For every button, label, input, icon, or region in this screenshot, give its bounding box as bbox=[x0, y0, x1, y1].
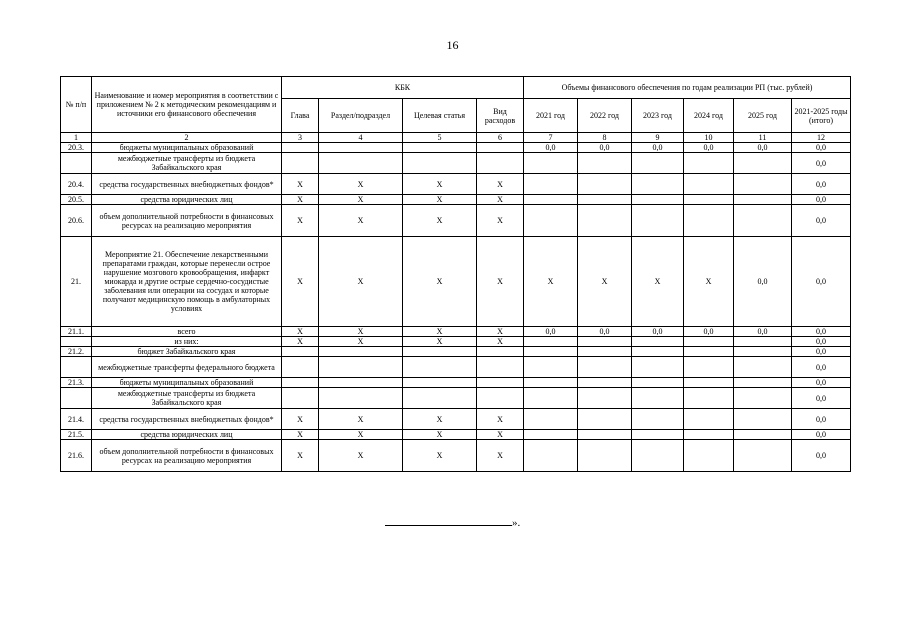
kbk-vid-cell bbox=[477, 143, 524, 153]
year-2025-cell bbox=[734, 409, 792, 430]
kbk-glava-cell: X bbox=[282, 337, 319, 347]
kbk-razdel-cell: X bbox=[319, 237, 403, 327]
year-2021-cell: X bbox=[524, 237, 578, 327]
col-number: 8 bbox=[578, 133, 632, 143]
year-2022-cell: X bbox=[578, 237, 632, 327]
year-2023-cell bbox=[632, 195, 684, 205]
kbk-cs-cell bbox=[403, 347, 477, 357]
total-cell: 0,0 bbox=[792, 440, 851, 472]
year-2024-cell bbox=[684, 440, 734, 472]
year-2025-cell bbox=[734, 174, 792, 195]
col-number: 12 bbox=[792, 133, 851, 143]
year-2024-cell bbox=[684, 409, 734, 430]
kbk-glava-cell bbox=[282, 347, 319, 357]
row-name: средства государственных внебюджетных фондов* bbox=[92, 174, 282, 195]
kbk-vid-cell bbox=[477, 378, 524, 388]
kbk-vid-cell: X bbox=[477, 195, 524, 205]
header-2023: 2023 год bbox=[632, 99, 684, 133]
total-cell: 0,0 bbox=[792, 153, 851, 174]
year-2023-cell bbox=[632, 337, 684, 347]
kbk-cs-cell: X bbox=[403, 174, 477, 195]
row-num: 20.4. bbox=[61, 174, 92, 195]
row-name: средства государственных внебюджетных фондов* bbox=[92, 409, 282, 430]
year-2021-cell bbox=[524, 430, 578, 440]
year-2023-cell bbox=[632, 378, 684, 388]
table-row bbox=[61, 337, 851, 347]
row-num: 20.6. bbox=[61, 205, 92, 237]
year-2023-cell bbox=[632, 205, 684, 237]
row-name: бюджеты муниципальных образований bbox=[92, 378, 282, 388]
total-cell: 0,0 bbox=[792, 388, 851, 409]
kbk-glava-cell bbox=[282, 153, 319, 174]
kbk-razdel-cell bbox=[319, 388, 403, 409]
table-row bbox=[61, 409, 851, 430]
table-row bbox=[61, 205, 851, 237]
year-2021-cell bbox=[524, 409, 578, 430]
year-2022-cell: 0,0 bbox=[578, 327, 632, 337]
kbk-cs-cell: X bbox=[403, 440, 477, 472]
col-number: 9 bbox=[632, 133, 684, 143]
year-2024-cell bbox=[684, 378, 734, 388]
signature-line bbox=[385, 516, 512, 526]
kbk-vid-cell: X bbox=[477, 337, 524, 347]
year-2025-cell bbox=[734, 347, 792, 357]
kbk-vid-cell bbox=[477, 357, 524, 378]
kbk-vid-cell: X bbox=[477, 327, 524, 337]
table-row bbox=[61, 174, 851, 195]
year-2021-cell: 0,0 bbox=[524, 143, 578, 153]
kbk-cs-cell bbox=[403, 153, 477, 174]
row-num bbox=[61, 337, 92, 347]
kbk-vid-cell: X bbox=[477, 440, 524, 472]
kbk-glava-cell: X bbox=[282, 237, 319, 327]
row-name: межбюджетные трансферты из бюджета Забайкальского края bbox=[92, 153, 282, 174]
kbk-razdel-cell: X bbox=[319, 174, 403, 195]
year-2023-cell bbox=[632, 440, 684, 472]
row-name: из них: bbox=[92, 337, 282, 347]
kbk-glava-cell bbox=[282, 378, 319, 388]
row-num: 21.5. bbox=[61, 430, 92, 440]
table-header bbox=[61, 77, 851, 143]
year-2021-cell bbox=[524, 205, 578, 237]
kbk-vid-cell bbox=[477, 388, 524, 409]
closing-mark bbox=[385, 516, 520, 529]
kbk-glava-cell bbox=[282, 357, 319, 378]
row-name: межбюджетные трансферты федерального бюджета bbox=[92, 357, 282, 378]
year-2025-cell bbox=[734, 153, 792, 174]
kbk-glava-cell: X bbox=[282, 174, 319, 195]
year-2025-cell: 0,0 bbox=[734, 143, 792, 153]
year-2021-cell bbox=[524, 357, 578, 378]
total-cell: 0,0 bbox=[792, 337, 851, 347]
year-2022-cell bbox=[578, 409, 632, 430]
header-vid: Вид расходов bbox=[477, 99, 524, 133]
kbk-razdel-cell bbox=[319, 357, 403, 378]
year-2023-cell: 0,0 bbox=[632, 143, 684, 153]
total-cell: 0,0 bbox=[792, 430, 851, 440]
year-2023-cell bbox=[632, 430, 684, 440]
header-razdel: Раздел/подраздел bbox=[319, 99, 403, 133]
year-2021-cell bbox=[524, 347, 578, 357]
kbk-vid-cell bbox=[477, 347, 524, 357]
table-row bbox=[61, 357, 851, 378]
kbk-vid-cell: X bbox=[477, 174, 524, 195]
year-2025-cell bbox=[734, 357, 792, 378]
col-number: 4 bbox=[319, 133, 403, 143]
kbk-cs-cell: X bbox=[403, 409, 477, 430]
table-row bbox=[61, 388, 851, 409]
year-2021-cell bbox=[524, 153, 578, 174]
year-2022-cell bbox=[578, 388, 632, 409]
year-2023-cell bbox=[632, 153, 684, 174]
kbk-vid-cell bbox=[477, 153, 524, 174]
header-glava: Глава bbox=[282, 99, 319, 133]
kbk-glava-cell bbox=[282, 388, 319, 409]
year-2021-cell bbox=[524, 440, 578, 472]
year-2024-cell: 0,0 bbox=[684, 143, 734, 153]
year-2021-cell bbox=[524, 174, 578, 195]
year-2022-cell bbox=[578, 153, 632, 174]
year-2021-cell bbox=[524, 337, 578, 347]
kbk-razdel-cell bbox=[319, 153, 403, 174]
table-row bbox=[61, 195, 851, 205]
kbk-cs-cell bbox=[403, 388, 477, 409]
row-num: 21.4. bbox=[61, 409, 92, 430]
year-2022-cell bbox=[578, 357, 632, 378]
kbk-cs-cell: X bbox=[403, 195, 477, 205]
year-2024-cell bbox=[684, 174, 734, 195]
year-2022-cell bbox=[578, 378, 632, 388]
header-cs: Целевая статья bbox=[403, 99, 477, 133]
closing-quote: ». bbox=[512, 517, 521, 529]
col-number: 11 bbox=[734, 133, 792, 143]
row-num: 21.1. bbox=[61, 327, 92, 337]
header-2021: 2021 год bbox=[524, 99, 578, 133]
row-name: бюджеты муниципальных образований bbox=[92, 143, 282, 153]
year-2025-cell bbox=[734, 195, 792, 205]
total-cell: 0,0 bbox=[792, 357, 851, 378]
row-num: 21.3. bbox=[61, 378, 92, 388]
total-cell: 0,0 bbox=[792, 205, 851, 237]
year-2021-cell: 0,0 bbox=[524, 327, 578, 337]
total-cell: 0,0 bbox=[792, 409, 851, 430]
year-2023-cell bbox=[632, 174, 684, 195]
kbk-cs-cell: X bbox=[403, 237, 477, 327]
kbk-razdel-cell bbox=[319, 143, 403, 153]
row-name: Мероприятие 21. Обеспечение лекарственными препаратами граждан, которые перенесли острое нарушение мозгового кровообращения, инфаркт миокарда и другие острые сердечно-сосудистые заболевания или операции на сосудах и которые получают медицинскую помощь в амбулаторных условиях bbox=[92, 237, 282, 327]
row-name: средства юридических лиц bbox=[92, 430, 282, 440]
year-2022-cell bbox=[578, 195, 632, 205]
row-name: средства юридических лиц bbox=[92, 195, 282, 205]
col-number: 1 bbox=[61, 133, 92, 143]
year-2022-cell bbox=[578, 337, 632, 347]
year-2021-cell bbox=[524, 378, 578, 388]
header-name: Наименование и номер мероприятия в соответствии с приложением № 2 к методическим рекомендациям и источники его финансового обеспечения bbox=[92, 77, 282, 133]
table-row bbox=[61, 237, 851, 327]
kbk-cs-cell bbox=[403, 357, 477, 378]
year-2025-cell bbox=[734, 440, 792, 472]
table-row bbox=[61, 378, 851, 388]
year-2022-cell: 0,0 bbox=[578, 143, 632, 153]
total-cell: 0,0 bbox=[792, 143, 851, 153]
kbk-cs-cell: X bbox=[403, 430, 477, 440]
column-number-row bbox=[61, 133, 851, 143]
table-row bbox=[61, 143, 851, 153]
total-cell: 0,0 bbox=[792, 327, 851, 337]
year-2023-cell: X bbox=[632, 237, 684, 327]
year-2025-cell bbox=[734, 337, 792, 347]
header-total: 2021-2025 годы (итого) bbox=[792, 99, 851, 133]
year-2024-cell bbox=[684, 153, 734, 174]
header-num: № п/п bbox=[61, 77, 92, 133]
header-2024: 2024 год bbox=[684, 99, 734, 133]
year-2022-cell bbox=[578, 430, 632, 440]
col-number: 6 bbox=[477, 133, 524, 143]
year-2024-cell bbox=[684, 357, 734, 378]
year-2023-cell bbox=[632, 357, 684, 378]
table-row bbox=[61, 430, 851, 440]
kbk-cs-cell bbox=[403, 143, 477, 153]
year-2024-cell bbox=[684, 205, 734, 237]
year-2025-cell bbox=[734, 430, 792, 440]
row-name: всего bbox=[92, 327, 282, 337]
kbk-vid-cell: X bbox=[477, 409, 524, 430]
row-num bbox=[61, 153, 92, 174]
kbk-razdel-cell: X bbox=[319, 430, 403, 440]
row-num: 21.6. bbox=[61, 440, 92, 472]
total-cell: 0,0 bbox=[792, 237, 851, 327]
kbk-razdel-cell bbox=[319, 378, 403, 388]
kbk-razdel-cell: X bbox=[319, 205, 403, 237]
row-num bbox=[61, 357, 92, 378]
kbk-cs-cell: X bbox=[403, 327, 477, 337]
year-2024-cell bbox=[684, 347, 734, 357]
kbk-vid-cell: X bbox=[477, 205, 524, 237]
row-num: 20.3. bbox=[61, 143, 92, 153]
table-row bbox=[61, 440, 851, 472]
row-num: 20.5. bbox=[61, 195, 92, 205]
page-number: 16 bbox=[446, 38, 459, 52]
year-2025-cell: 0,0 bbox=[734, 237, 792, 327]
year-2023-cell bbox=[632, 388, 684, 409]
year-2024-cell: 0,0 bbox=[684, 327, 734, 337]
kbk-vid-cell: X bbox=[477, 237, 524, 327]
kbk-glava-cell: X bbox=[282, 195, 319, 205]
total-cell: 0,0 bbox=[792, 174, 851, 195]
year-2022-cell bbox=[578, 347, 632, 357]
header-2025: 2025 год bbox=[734, 99, 792, 133]
kbk-glava-cell bbox=[282, 143, 319, 153]
row-num: 21. bbox=[61, 237, 92, 327]
row-name: бюджет Забайкальского края bbox=[92, 347, 282, 357]
year-2022-cell bbox=[578, 205, 632, 237]
kbk-razdel-cell: X bbox=[319, 440, 403, 472]
table-row bbox=[61, 347, 851, 357]
table-row bbox=[61, 153, 851, 174]
year-2025-cell bbox=[734, 388, 792, 409]
year-2025-cell: 0,0 bbox=[734, 327, 792, 337]
kbk-razdel-cell: X bbox=[319, 337, 403, 347]
kbk-glava-cell: X bbox=[282, 409, 319, 430]
year-2024-cell bbox=[684, 337, 734, 347]
total-cell: 0,0 bbox=[792, 347, 851, 357]
total-cell: 0,0 bbox=[792, 195, 851, 205]
header-2022: 2022 год bbox=[578, 99, 632, 133]
kbk-glava-cell: X bbox=[282, 327, 319, 337]
year-2021-cell bbox=[524, 388, 578, 409]
col-number: 5 bbox=[403, 133, 477, 143]
year-2023-cell bbox=[632, 409, 684, 430]
kbk-cs-cell: X bbox=[403, 337, 477, 347]
row-name: межбюджетные трансферты из бюджета Забайкальского края bbox=[92, 388, 282, 409]
kbk-razdel-cell bbox=[319, 347, 403, 357]
table-row bbox=[61, 327, 851, 337]
col-number: 10 bbox=[684, 133, 734, 143]
year-2021-cell bbox=[524, 195, 578, 205]
row-name: объем дополнительной потребности в финансовых ресурсах на реализацию мероприятия bbox=[92, 440, 282, 472]
kbk-vid-cell: X bbox=[477, 430, 524, 440]
financing-table bbox=[60, 76, 851, 472]
year-2024-cell: X bbox=[684, 237, 734, 327]
kbk-glava-cell: X bbox=[282, 440, 319, 472]
col-number: 7 bbox=[524, 133, 578, 143]
kbk-cs-cell: X bbox=[403, 205, 477, 237]
year-2024-cell bbox=[684, 195, 734, 205]
kbk-razdel-cell: X bbox=[319, 327, 403, 337]
year-2024-cell bbox=[684, 388, 734, 409]
year-2023-cell: 0,0 bbox=[632, 327, 684, 337]
year-2023-cell bbox=[632, 347, 684, 357]
header-kbk: КБК bbox=[282, 77, 524, 99]
col-number: 3 bbox=[282, 133, 319, 143]
kbk-glava-cell: X bbox=[282, 430, 319, 440]
year-2025-cell bbox=[734, 205, 792, 237]
total-cell: 0,0 bbox=[792, 378, 851, 388]
kbk-razdel-cell: X bbox=[319, 195, 403, 205]
row-num: 21.2. bbox=[61, 347, 92, 357]
year-2025-cell bbox=[734, 378, 792, 388]
year-2024-cell bbox=[684, 430, 734, 440]
kbk-razdel-cell: X bbox=[319, 409, 403, 430]
col-number: 2 bbox=[92, 133, 282, 143]
kbk-glava-cell: X bbox=[282, 205, 319, 237]
kbk-cs-cell bbox=[403, 378, 477, 388]
row-num bbox=[61, 388, 92, 409]
header-volumes: Объемы финансового обеспечения по годам реализации РП (тыс. рублей) bbox=[524, 77, 851, 99]
year-2022-cell bbox=[578, 174, 632, 195]
year-2022-cell bbox=[578, 440, 632, 472]
row-name: объем дополнительной потребности в финансовых ресурсах на реализацию мероприятия bbox=[92, 205, 282, 237]
